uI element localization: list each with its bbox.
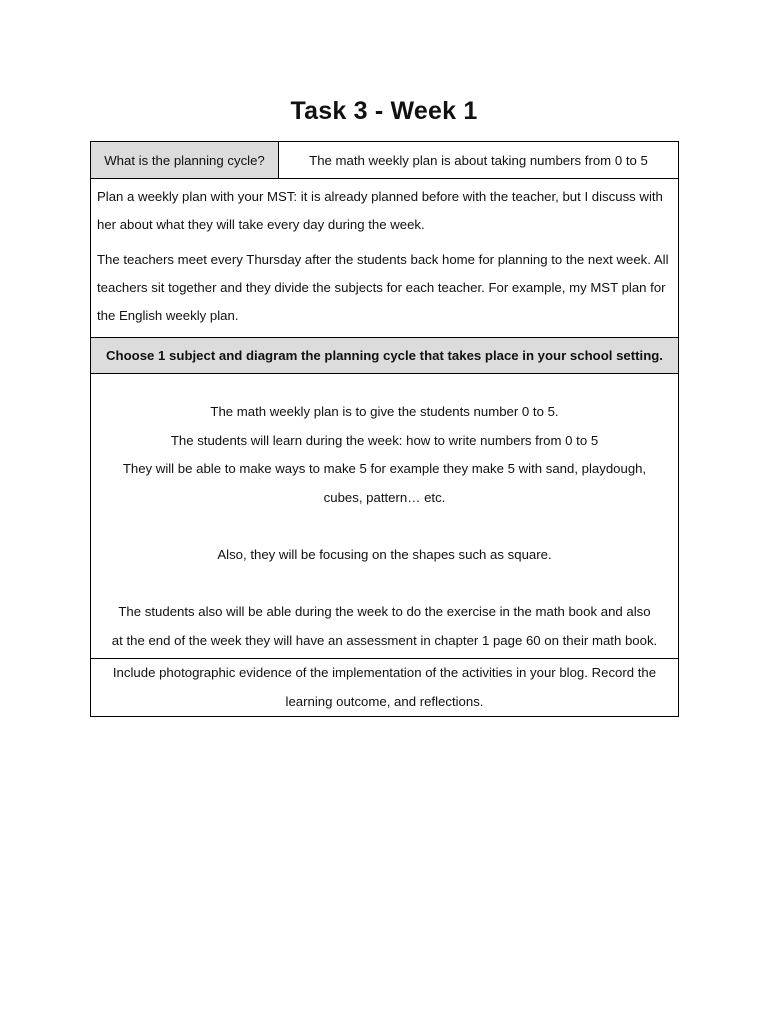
content-line: The math weekly plan is to give the students number 0 to 5. [210,404,559,419]
instruction-row [91,338,678,374]
question-row [91,142,678,179]
content-line: The students also will be able during the week to do the exercise in the math book and also [118,604,651,620]
blank-line [91,512,678,541]
instruction-text: Choose 1 subject and diagram the planning cycle that takes place in your school setting. [106,348,663,363]
footer-row [91,659,678,716]
footer-text: Include photographic evidence of the implementation of the activities in your blog. Record the learning outcome, and reflections. [112,665,657,709]
planning-table [90,141,679,717]
description-row [91,179,678,338]
content-line: Also, they will be focusing on the shapes such as square. [217,546,552,562]
question-label: What is the planning cycle? [91,142,279,178]
content-line: at the end of the week they will have an assessment in chapter 1 page 60 on their math book. [111,632,658,648]
content-line: They will be able to make ways to make 5 for example they make 5 with sand, playdough, [122,461,647,477]
question-answer: The math weekly plan is about taking numbers from 0 to 5 [309,152,648,168]
blank-line [91,570,678,599]
content-line: The students will learn during the week: how to write numbers from 0 to 5 [170,432,599,448]
description-paragraph: The teachers meet every Thursday after the students back home for planning to the next week. All teachers sit together and they divide the subjects for each teacher. For example, my MST plan for the English weekly plan. [97,252,669,323]
content-line: cubes, pattern… etc. [323,489,446,505]
description-paragraph: Plan a weekly plan with your MST: it is already planned before with the teacher, but I discuss with her about what they will take every day during the week. [97,189,663,232]
page-title: Task 3 - Week 1 [290,97,478,125]
content-row [91,374,678,659]
